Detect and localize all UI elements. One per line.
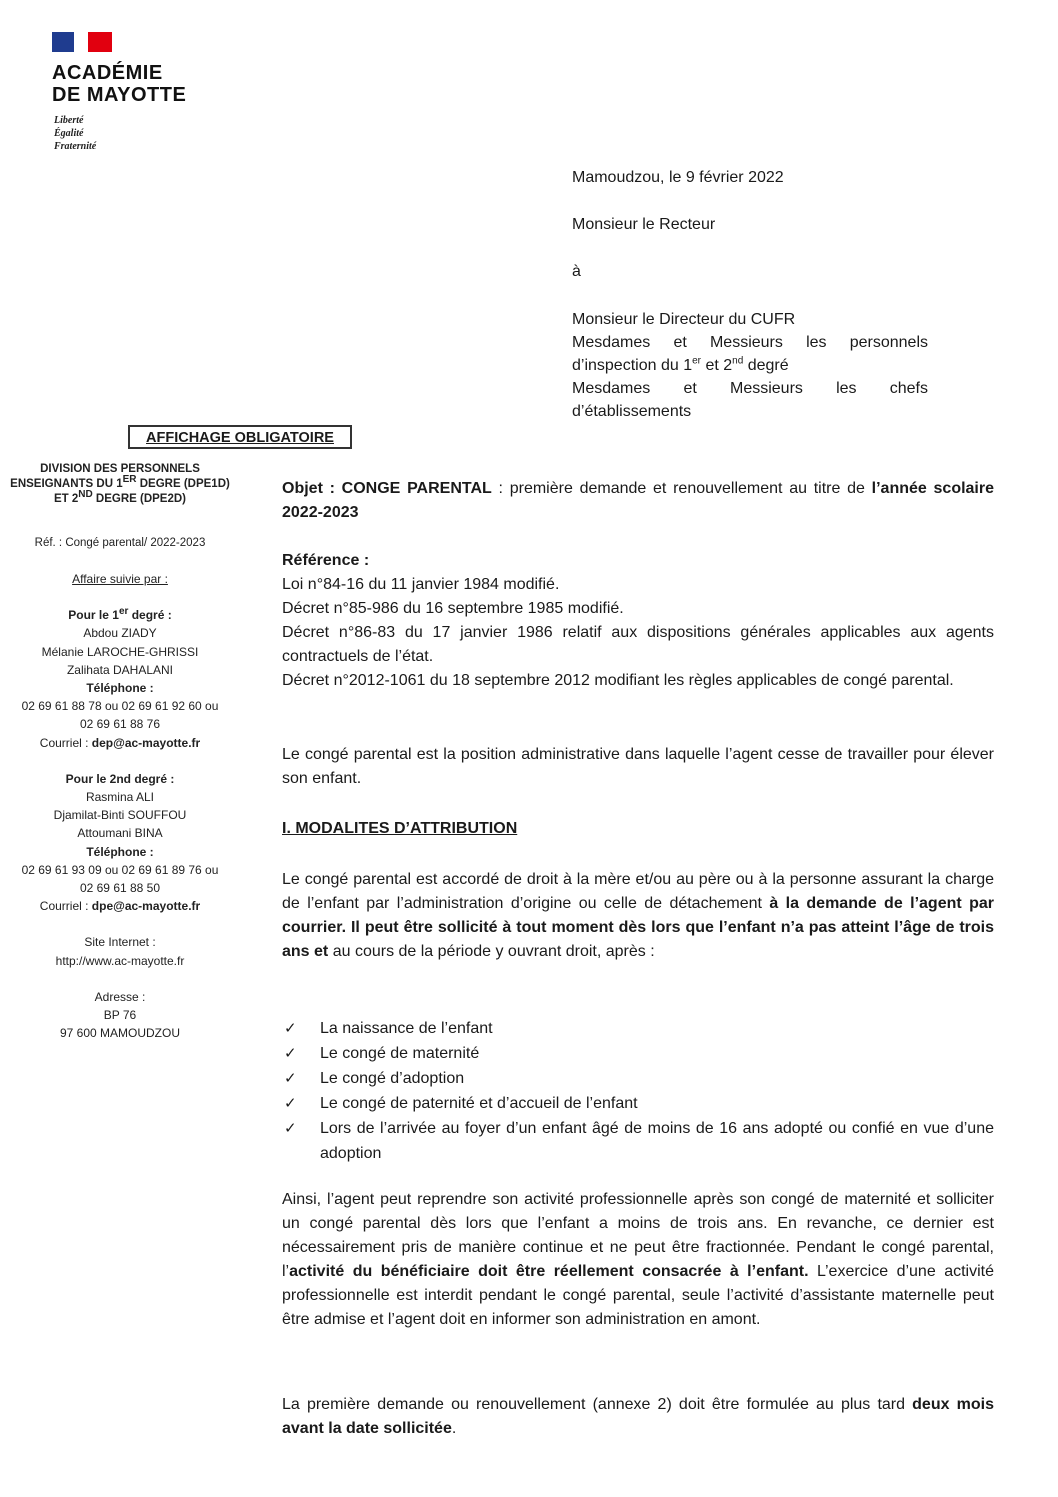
to-word: à: [572, 263, 581, 280]
list-item: ✓ Le congé de maternité: [282, 1041, 994, 1066]
section-1-paragraph-1: Le congé parental est accordé de droit à la mère et/ou au père ou à la personne assurant la charge de l’enfant par l’administration d’origine ou celle de détachement à la demande de l’agent par courrier. Il peut être sollicité à tout moment dès lors que l’enfant n’a pas atteint l’âge de trois ans et au cours de la période y ouvrant droit, après :: [282, 871, 994, 960]
list-item: ✓ La naissance de l’enfant: [282, 1016, 994, 1041]
contact-name: Djamilat-Binti SOUFFOU: [53, 808, 187, 823]
section-1-title: I. MODALITES D’ATTRIBUTION: [282, 820, 518, 837]
second-degree-title: Pour le 2nd degré :: [65, 771, 175, 786]
recipients: [572, 308, 928, 423]
sidebar-reference: Réf. : Congé parental/ 2022-2023: [34, 537, 206, 549]
contact-phone: 02 69 61 93 09 ou 02 69 61 89 76 ou: [21, 862, 219, 877]
recipient-chefs: Mesdames et Messieurs les chefs: [572, 380, 928, 397]
contact-name: Zalihata DAHALANI: [66, 662, 174, 677]
checkmark-icon: ✓: [284, 1095, 297, 1112]
recipient-inspection: Mesdames et Messieurs les personnels: [572, 334, 928, 351]
marianne-flag-icon: [52, 32, 112, 52]
list-item: ✓ Lors de l’arrivée au foyer d’un enfant âgé de moins de 16 ans adopté ou confié en vue d’une adoption: [282, 1116, 994, 1166]
recipient-cufr: Monsieur le Directeur du CUFR: [572, 311, 796, 328]
conditions-list: [282, 1016, 994, 1166]
reference-item: Loi n°84-16 du 11 janvier 1984 modifié.: [282, 576, 560, 593]
intro-paragraph: Le congé parental est la position administrative dans laquelle l’agent cesse de travailler pour élever son enfant.: [282, 746, 994, 787]
sidebar-division: DIVISION DES PERSONNELS ENSEIGNANTS DU 1ER DEGRE (DPE1D) ET 2ND DEGRE (DPE2D): [10, 463, 230, 505]
contact-name: Mélanie LAROCHE-GHRISSI: [41, 644, 199, 659]
reference-item: Décret n°86-83 du 17 janvier 1986 relatif aux dispositions générales applicables aux agents contractuels de l’état.: [282, 624, 994, 665]
list-item: ✓ Le congé d’adoption: [282, 1066, 994, 1091]
list-item: ✓ Le congé de paternité et d’accueil de l’enfant: [282, 1091, 994, 1116]
contact-name: Abdou ZIADY: [83, 626, 157, 641]
section-1-paragraph-2: Ainsi, l’agent peut reprendre son activité professionnelle après son congé de maternité et solliciter un congé parental dès lors que l’enfant a moins de trois ans. En revanche, ce dernier est nécessairement pris de manière continue et ne peut être fractionnée. Pendant le congé parental, l’activité du bénéficiaire doit être réellement consacrée à l’enfant. L’exercice d’une activité professionnelle est interdit pendant le congé parental, seule l’activité d’assistante maternelle peut être admise et l’agent doit en informer son administration en amont.: [282, 1191, 994, 1328]
republic-motto: Liberté Égalité Fraternité: [54, 115, 97, 152]
date-line: Mamoudzou, le 9 février 2022: [572, 169, 784, 186]
reference-item: Décret n°85-986 du 16 septembre 1985 modifié.: [282, 600, 624, 617]
website-link[interactable]: http://www.ac-mayotte.fr: [55, 953, 185, 968]
first-degree-email-link[interactable]: dep@ac-mayotte.fr: [91, 735, 201, 750]
recipient-chefs-cont: d’établissements: [572, 403, 692, 420]
recipient-inspection-cont: d’inspection du 1er et 2nd degré: [572, 355, 789, 374]
sender: Monsieur le Recteur: [572, 216, 716, 233]
mandatory-display-banner: AFFICHAGE OBLIGATOIRE: [128, 425, 352, 449]
academie-name: ACADÉMIE DE MAYOTTE: [52, 62, 187, 106]
first-degree-title: Pour le 1er degré :: [68, 606, 172, 623]
second-degree-email-link[interactable]: dpe@ac-mayotte.fr: [91, 899, 201, 914]
checkmark-icon: ✓: [284, 1045, 297, 1062]
contact-phone: 02 69 61 88 50: [79, 881, 161, 896]
references: Référence : Loi n°84-16 du 11 janvier 1984 modifié. Décret n°85-986 du 16 septembre 1985 modifié. Décret n°86-83 du 17 janvier 1986 relatif aux dispositions générales applicables aux agents contractuels de l’état. Décret n°2012-1061 du 18 septembre 2012 modifiant les règles applicables de congé parental.: [282, 549, 994, 693]
contact-name: Attoumani BINA: [77, 826, 163, 841]
contact-phone: 02 69 61 88 76: [79, 717, 161, 732]
sidebar-contacts: Affaire suivie par : Pour le 1er degré : Abdou ZIADY Mélanie LAROCHE-GHRISSI Zalihata DAHALANI Téléphone : 02 69 61 88 78 ou 02 69 61 92 60 ou 02 69 61 88 76 Courriel : dep@ac-mayotte.fr Pour le 2nd degré : Rasmina ALI Djamilat-Binti SOUFFOU Attoumani BINA Téléphone : 02 69 61 93 09 ou 02 69 61 89 76 ou 02 69 61 88 50 Courriel : dpe@ac-mayotte.fr Site Internet : http://www.ac-mayotte.fr Adresse : BP 76 97 600 MAMOUDZOU: [10, 570, 230, 1042]
contact-name: Rasmina ALI: [85, 790, 155, 805]
checkmark-icon: ✓: [284, 1070, 297, 1087]
address-line: BP 76: [103, 1008, 137, 1023]
section-1-paragraph-3: La première demande ou renouvellement (annexe 2) doit être formulée au plus tard deux mois avant la date sollicitée.: [282, 1396, 994, 1437]
contact-phone: 02 69 61 88 78 ou 02 69 61 92 60 ou: [21, 699, 219, 714]
address-line: 97 600 MAMOUDZOU: [59, 1026, 181, 1041]
subject: Objet : CONGE PARENTAL : première demande et renouvellement au titre de l’année scolaire 2022-2023: [282, 480, 994, 521]
checkmark-icon: ✓: [284, 1120, 297, 1137]
reference-item: Décret n°2012-1061 du 18 septembre 2012 modifiant les règles applicables de congé parental.: [282, 672, 954, 689]
checkmark-icon: ✓: [284, 1020, 297, 1037]
